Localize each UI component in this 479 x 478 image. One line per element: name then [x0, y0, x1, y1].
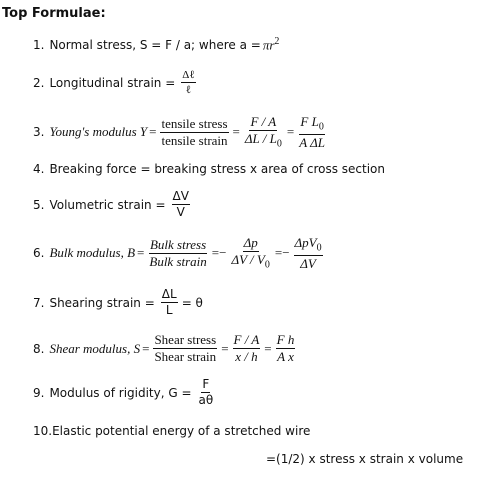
exponent: 2 — [274, 36, 280, 47]
formula-text: Normal stress, S = F / a; where a = — [49, 37, 261, 52]
denominator: ℓ — [185, 84, 192, 97]
fraction — [181, 69, 195, 96]
fraction — [153, 333, 217, 365]
fraction — [148, 238, 207, 270]
item-number: 9. — [33, 385, 45, 400]
fraction — [294, 236, 323, 271]
item-number: 7. — [33, 295, 45, 310]
numerator: F / A — [233, 332, 260, 347]
denominator: L — [165, 303, 173, 318]
formula-9 — [33, 378, 216, 407]
numerator: Δℓ — [181, 69, 195, 83]
formula-label: Young's modulus Y — [49, 124, 148, 140]
denominator: tensile strain — [161, 132, 228, 148]
fraction — [161, 288, 178, 317]
pi-r: πr — [262, 37, 275, 53]
formula-5 — [33, 190, 192, 219]
formula-7 — [33, 288, 203, 317]
formula-text: Modulus of rigidity, G = — [49, 385, 192, 400]
fraction — [298, 115, 326, 150]
item-number: 8. — [33, 341, 45, 356]
numerator: Δp — [243, 235, 258, 250]
fraction — [233, 333, 261, 365]
numerator: Bulk stress — [149, 236, 207, 252]
formula-10-result: =(1/2) x stress x strain x volume — [266, 452, 464, 466]
subscript: 0 — [316, 242, 322, 254]
formula-text: Volumetric strain = — [49, 197, 166, 212]
numerator: F — [201, 378, 210, 393]
formula-label: Bulk modulus, B — [49, 245, 136, 261]
formula-label: Shear modulus, S — [49, 340, 141, 356]
fraction — [230, 236, 270, 271]
denominator: ΔV — [300, 255, 316, 271]
item-number: 6. — [33, 246, 45, 261]
numerator: F / A — [250, 114, 277, 129]
formula-text: Breaking force = breaking stress x area of cross section — [49, 162, 386, 176]
formula-2 — [33, 69, 198, 96]
fraction — [198, 378, 215, 407]
formula-text: Elastic potential energy of a stretched wire — [52, 424, 311, 438]
denominator: Shear strain — [154, 349, 217, 365]
formula-1 — [33, 36, 279, 53]
numerator: ΔpV — [294, 235, 317, 250]
numerator: tensile stress — [160, 117, 228, 133]
formula-10 — [33, 424, 310, 438]
subscript: 0 — [264, 259, 270, 271]
formula-text: Longitudinal strain = — [49, 75, 176, 90]
denominator: x / h — [235, 349, 258, 365]
formula-text: Shearing strain = — [49, 295, 155, 310]
numerator: ΔL — [161, 288, 178, 303]
item-number: 2. — [33, 75, 45, 90]
item-number: 10. — [33, 424, 53, 438]
denominator: A ΔL — [299, 134, 326, 150]
formula-6: 6. Bulk modulus, B = $\frac{\text{Bulk stress}}{\text{Bulk strain}}$ =− $\frac{\Delta p}{\Delta V / V_0}$ =− $\frac{\Delta pV_0}{\Delta V}$ — [33, 235, 322, 271]
fraction — [244, 115, 283, 150]
formula-4 — [33, 162, 385, 176]
item-number: 5. — [33, 197, 45, 212]
numerator: Shear stress — [153, 333, 217, 349]
formula-8: 8. Shear modulus, S = $\frac{\text{Shear stress}}{\text{Shear strain}}$ = $\frac{F / A}{x / h}$ = $\frac{\text{F h}}{\text{A x}}$ — [33, 332, 295, 365]
subscript: 0 — [318, 121, 324, 133]
denominator: V — [176, 205, 185, 220]
formula-tail: = θ — [181, 295, 203, 310]
subscript: 0 — [276, 138, 282, 150]
denominator: A x — [277, 349, 294, 365]
numerator: ΔV — [172, 190, 190, 205]
fraction — [276, 333, 296, 365]
denominator: ΔL / L — [244, 131, 277, 147]
denominator: ΔV / V — [231, 252, 265, 268]
item-number: 3. — [33, 125, 45, 140]
item-number: 1. — [33, 37, 45, 52]
fraction — [160, 117, 228, 149]
page-title: Top Formulae: — [2, 6, 106, 21]
denominator: Bulk strain — [149, 253, 207, 269]
formula-3: 3. Young's modulus Y = $\frac{\text{tensile stress}}{\text{tensile strain}}$ = $\frac{F / A}{\Delta L / L_0}$ = $\frac{F L_0}{\text{A ΔL}}$ — [33, 114, 326, 150]
fraction — [172, 190, 190, 219]
item-number: 4. — [33, 162, 45, 176]
denominator: aθ — [198, 393, 214, 408]
numerator: F L — [300, 114, 319, 129]
numerator: F h — [276, 332, 295, 347]
